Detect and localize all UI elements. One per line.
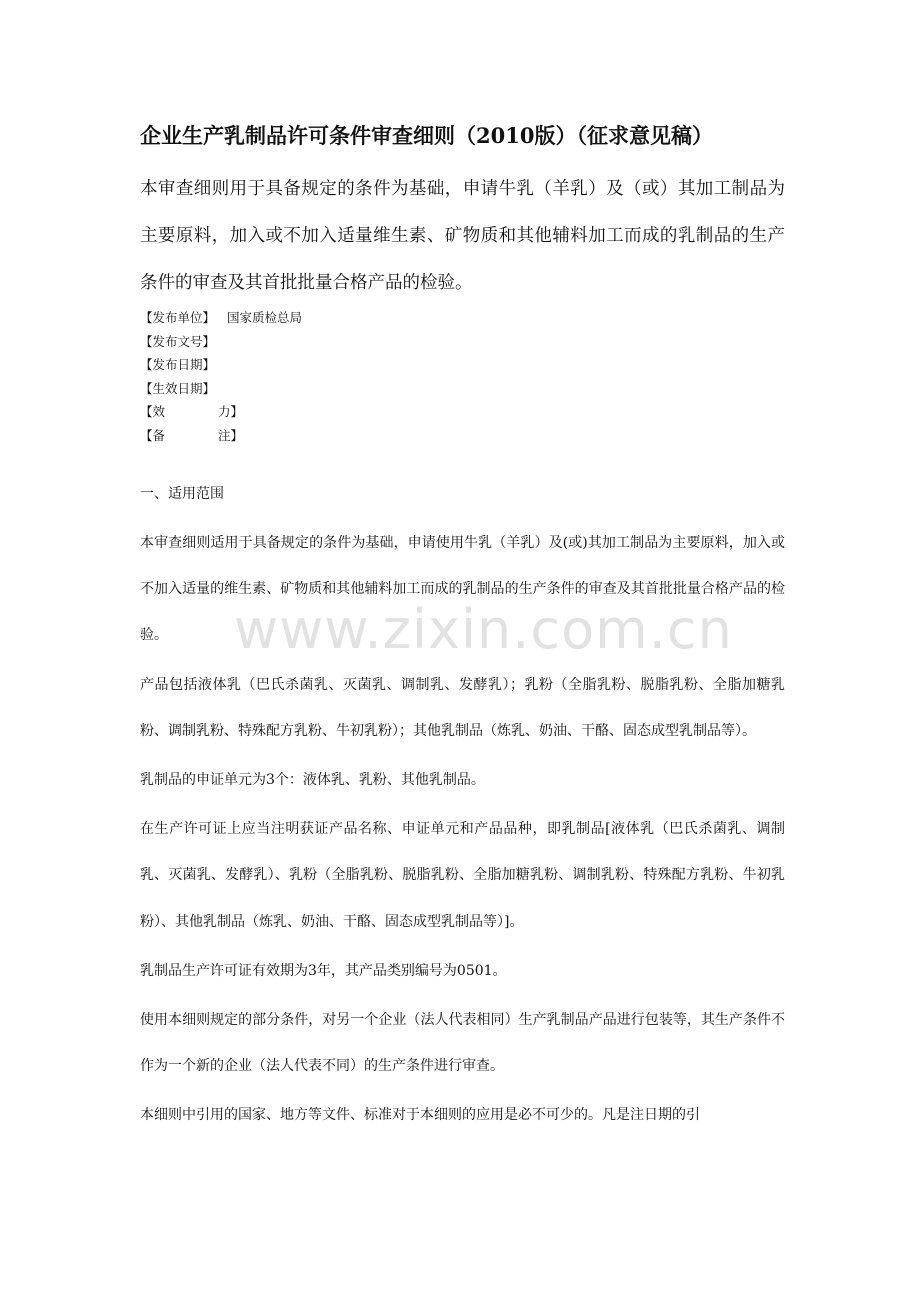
- paragraph-validity: 乳制品生产许可证有效期为3年，其产品类别编号为0501。: [140, 962, 507, 979]
- meta-value: 国家质检总局: [227, 310, 303, 325]
- meta-row-doc-number: [140, 330, 540, 354]
- meta-label: [140, 400, 243, 424]
- document-intro: 本审查细则用于具备规定的条件为基础，申请牛乳（羊乳）及（或）其加工制品为主要原料，加入或不加入适量维生素、矿物质和其他辅料加工而成的乳制品的生产条件的审查及其首批批量合格产品的检验。: [140, 179, 785, 293]
- meta-label-left: 【备: [140, 427, 166, 443]
- watermark: www.zixin.com.cn: [234, 598, 733, 661]
- meta-label-right: 注】: [217, 427, 243, 443]
- meta-label: 【发布文号】: [140, 333, 216, 349]
- paragraph-scope: 本审查细则适用于具备规定的条件为基础，申请使用牛乳（羊乳）及(或)其加工制品为主要原料，加入或不加入适量的维生素、矿物质和其他辅料加工而成的乳制品的生产条件的审查及其首批批量合格产品的检验。: [140, 535, 785, 644]
- meta-row-publisher: [140, 306, 540, 330]
- paragraph-products: 产品包括液体乳（巴氏杀菌乳、灭菌乳、调制乳、发酵乳）；乳粉（全脂乳粉、脱脂乳粉、全脂加糖乳粉、调制乳粉、特殊配方乳粉、牛初乳粉）；其他乳制品（炼乳、奶油、干酪、固态成型乳制品等）。: [140, 676, 785, 739]
- meta-label-left: 【效: [140, 404, 166, 420]
- meta-label: 【发布日期】: [140, 357, 216, 373]
- document-title: 企业生产乳制品许可条件审查细则（2010版）（征求意见稿）: [140, 123, 713, 148]
- meta-row-publish-date: [140, 353, 540, 377]
- paragraph-packaging: 使用本细则规定的部分条件，对另一个企业（法人代表相同）生产乳制品产品进行包装等，其生产条件不作为一个新的企业（法人代表不同）的生产条件进行审查。: [140, 1012, 785, 1075]
- section-heading: 一、适用范围: [140, 486, 224, 502]
- meta-label-right: 力】: [217, 404, 243, 420]
- meta-label: [140, 424, 243, 448]
- meta-row-validity: [140, 400, 540, 424]
- meta-row-effective-date: [140, 377, 540, 401]
- meta-row-remarks: [140, 424, 540, 448]
- paragraph-references: 本细则中引用的国家、地方等文件、标准对于本细则的应用是必不可少的。凡是注日期的引: [140, 1107, 700, 1124]
- body-text: [140, 520, 785, 1142]
- meta-label: 【发布单位】: [140, 310, 216, 325]
- paragraph-license-notes: 在生产许可证上应当注明获证产品名称、申证单元和产品品种，即乳制品[液体乳（巴氏杀菌乳、调制乳、灭菌乳、发酵乳）、乳粉（全脂乳粉、脱脂乳粉、全脂加糖乳粉、调制乳粉、特殊配方乳粉、牛初乳粉）、其他乳制品（炼乳、奶油、干酪、固态成型乳制品等）]。: [140, 821, 785, 930]
- paragraph-units: 乳制品的申证单元为3个：液体乳、乳粉、其他乳制品。: [140, 772, 485, 789]
- metadata-block: [140, 306, 540, 448]
- meta-label: 【生效日期】: [140, 380, 216, 396]
